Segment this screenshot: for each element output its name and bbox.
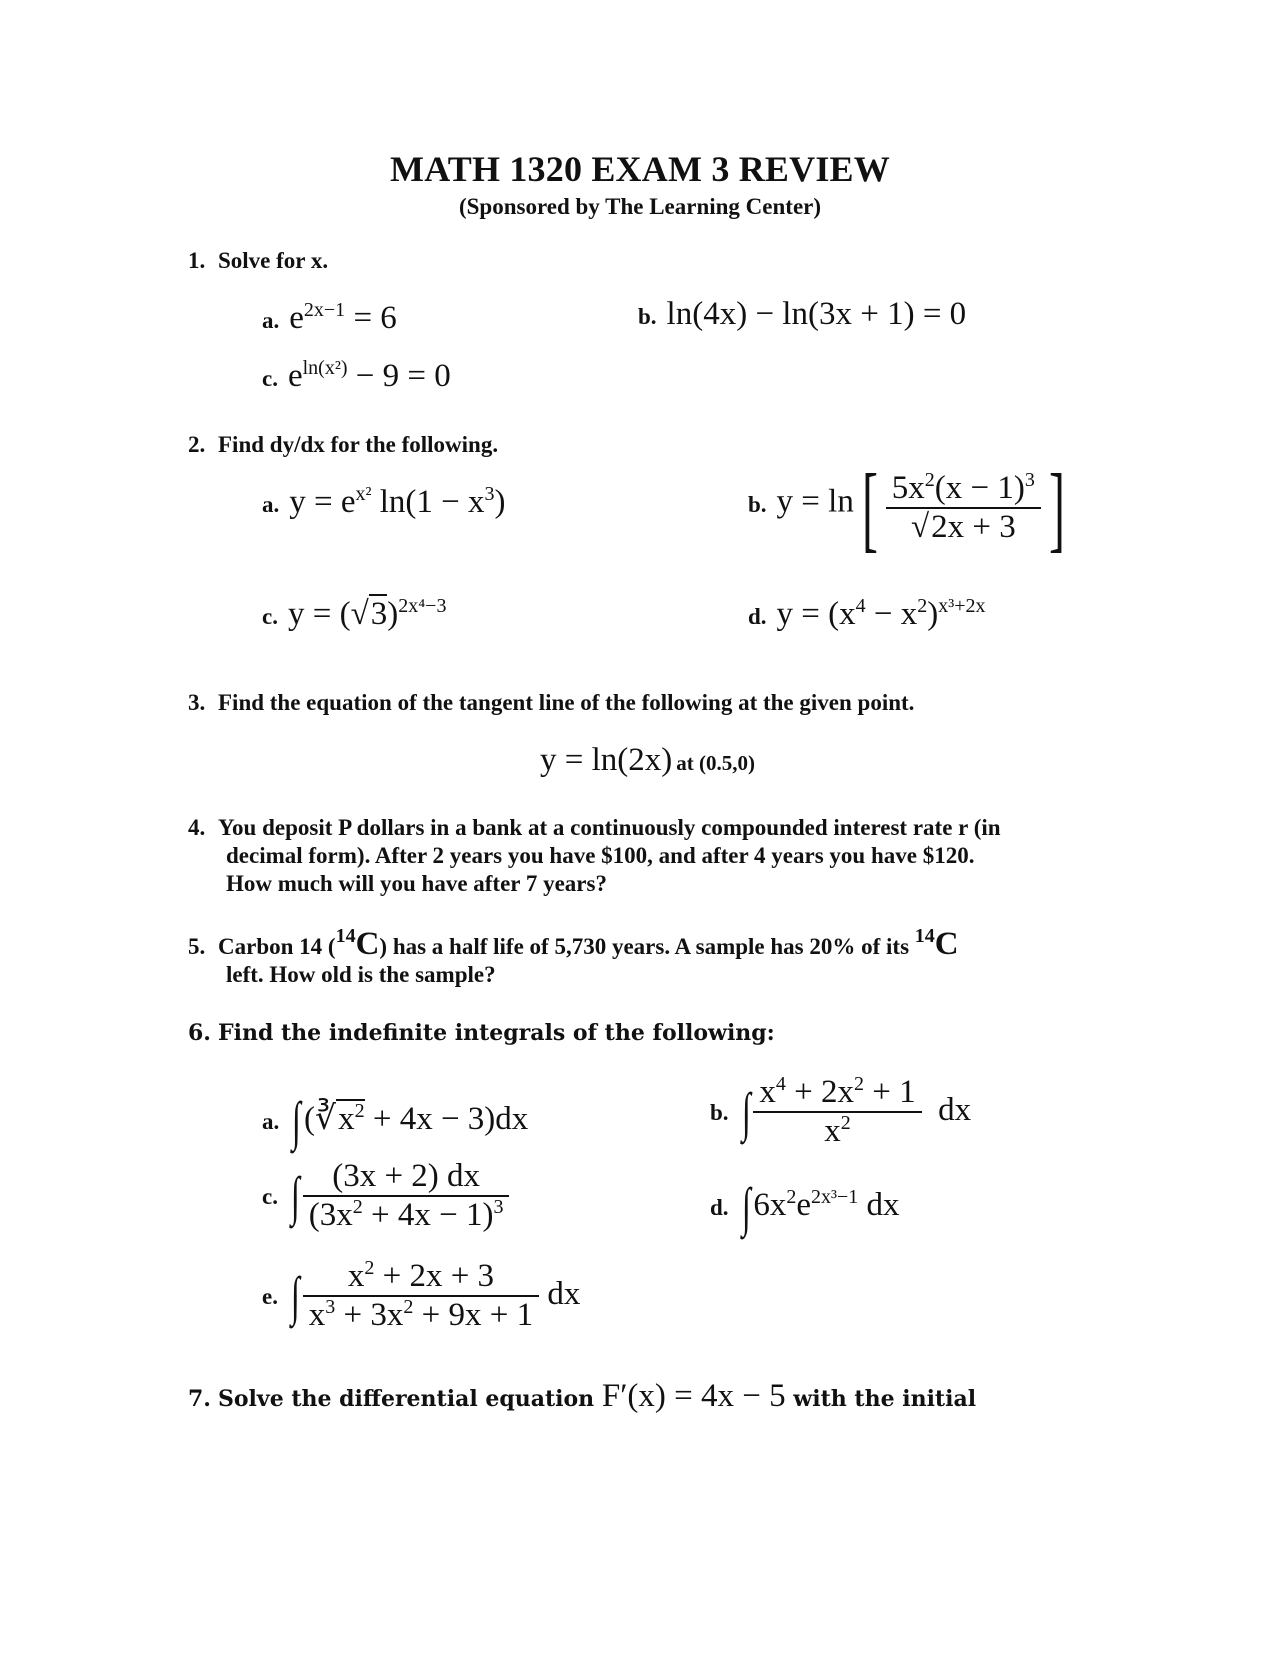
q3-equation: y = ln(2x) at (0.5,0) bbox=[540, 742, 755, 778]
q6-part-a: a. $\int(∛x^2 + 4x - 3)dx$ bbox=[262, 1091, 529, 1151]
question-4: 4. You deposit P dollars in a bank at a continuously compounded interest rate r (in decimal form). After 2 years you have $100, and after 4 years you have $120. How much will you have after 7 years? bbox=[188, 815, 1001, 896]
q1-part-c: c. $e^{ln(x^2)} - 9 = 0$ bbox=[262, 357, 451, 394]
q6-part-e: e. ∫ $\frac{x^2 + 2x + 3}{x^3 + 3x^2 + 9x + 1}$ dx bbox=[262, 1257, 581, 1333]
q6-part-c: c. ∫ $\frac{(3x + 2) dx}{(3x^2 + 4x - 1)^3}$ bbox=[262, 1158, 509, 1234]
q1-part-b: b. ln(4x) − ln(3x + 1) = 0 bbox=[638, 296, 967, 332]
q2-part-a: a. $y = e^{x^2}$ $\ln(1 - x^3)$ bbox=[262, 483, 506, 520]
q2-part-b: b. y = ln[ $\frac{5x^2(x - 1)^3}{√2x + 3}$ ] bbox=[748, 454, 1065, 561]
page-subtitle: (Sponsored by The Learning Center) bbox=[458, 194, 822, 219]
question-3: 3. Find the equation of the tangent line of the following at the given point. bbox=[188, 690, 915, 715]
header bbox=[0, 148, 1280, 220]
question-2: 2. Find dy/dx for the following. bbox=[188, 432, 499, 457]
q1-part-a: a. $e^{2x-1} = 6$ bbox=[262, 299, 397, 336]
question-7: 7. Solve the differential equation F′(x) = 4x − 5 with the initial bbox=[188, 1378, 977, 1414]
question-6: 6. Find the indefinite integrals of the following: bbox=[188, 1020, 775, 1046]
page-title: MATH 1320 EXAM 3 REVIEW bbox=[390, 149, 890, 189]
q2-part-d: d. $y = (x^4 - x^2)^{x^3+2x}$ bbox=[748, 595, 986, 632]
q2-part-c: c. $y = (√3)^{2x^4-3}$ bbox=[262, 595, 447, 632]
question-5: 5. Carbon 14 ($^{14}$C) has a half life of 5,730 years. A sample has 20% of its $^{14}$C left. How old is the sample? bbox=[188, 925, 959, 987]
q6-part-b: b. ∫ $\frac{x^4 + 2x^2 + 1}{x^2}$ dx bbox=[710, 1073, 972, 1149]
question-1: 1. Solve for x. bbox=[188, 248, 329, 273]
q6-part-d: d. $\int 6x^2e^{2x^3-1}$ dx bbox=[710, 1177, 900, 1237]
